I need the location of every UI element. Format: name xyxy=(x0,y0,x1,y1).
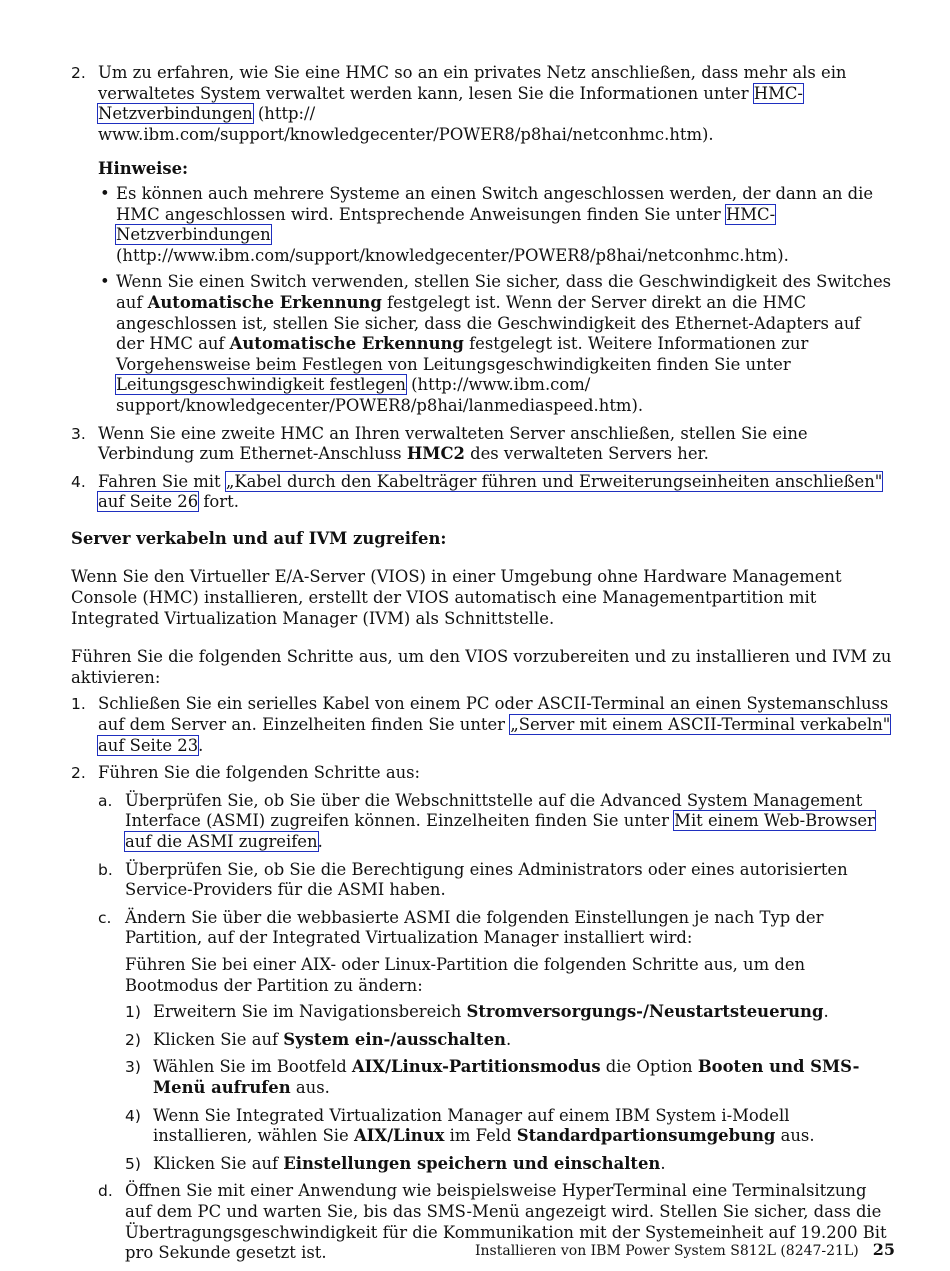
bullet-text: festgelegt ist. Weitere Informationen zur Vorgehensweise beim Festlegen von Leitungsgeschwindigkeiten finden Sie unter xyxy=(116,334,809,374)
c-step-text: . xyxy=(660,1153,666,1173)
step-text: . xyxy=(198,735,204,755)
c-step-text: Klicken Sie auf xyxy=(153,1153,284,1173)
c-step-4 xyxy=(125,1106,893,1147)
step-number: 4. xyxy=(71,472,86,491)
bold-term: Stromversorgungs-/Neustartsteuerung xyxy=(466,1002,824,1022)
hinweis-bullet-1 xyxy=(98,184,893,266)
substep-text: Ändern Sie über die webbasierte ASMI die folgenden Einstellungen je nach Typ der Partition, auf der Integrated Virtualization Manager installiert wird: xyxy=(125,907,824,948)
bold-term: System ein-/ausschalten xyxy=(283,1029,506,1049)
c-step-text: . xyxy=(823,1002,829,1022)
bold-term: Automatische Erkennung xyxy=(229,334,464,354)
substep-text: Überprüfen Sie, ob Sie die Berechtigung eines Administrators oder eines autorisierten Service-Providers für die ASMI haben. xyxy=(125,859,848,900)
step-number: 2. xyxy=(71,764,86,783)
hinweis-bullet-2 xyxy=(98,272,893,416)
kabel-kabeltraeger-link[interactable]: „Kabel durch den Kabelträger führen und Erweiterungseinheiten anschließen" auf Seite 26 xyxy=(98,471,883,512)
c-step-text: . xyxy=(505,1029,512,1049)
c-step-1 xyxy=(125,1002,893,1023)
substep-a xyxy=(98,791,893,853)
step-text: Wenn Sie eine zweite HMC an Ihren verwalteten Server anschließen, stellen Sie eine Verbindung zum Ethernet-Anschluss xyxy=(98,423,808,464)
step-4-top xyxy=(71,472,893,513)
ascii-terminal-link[interactable]: „Server mit einem ASCII-Terminal verkabeln" auf Seite 23 xyxy=(98,715,891,755)
bullet-text-post: (http://www.ibm.com/support/knowledgecenter/POWER8/p8hai/netconhmc.htm). xyxy=(116,245,789,265)
bullet-text: Es können auch mehrere Systeme an einen Switch angeschlossen werden, der dann an die HMC angeschlossen wird. Entsprechende Anweisungen finden Sie unter xyxy=(116,183,874,224)
page-footer xyxy=(475,1240,895,1262)
step-text: Um zu erfahren, wie Sie eine HMC so an ein privates Netz anschließen, dass mehr als ein verwaltetes System verwaltet werden kann, lesen Sie die Informationen unter xyxy=(98,63,847,103)
substep-text: Öffnen Sie mit einer Anwendung wie beispielsweise HyperTerminal eine Terminalsitzung auf dem PC und warten Sie, bis das SMS-Menü angezeigt wird. Stellen Sie sicher, dass die Übertragungsgeschwindigkeit für die Kommunikation mit der Systemeinheit auf 19.200 Bit pro Sekunde gesetzt ist. xyxy=(125,1181,887,1263)
ivm-step-2 xyxy=(71,763,893,1263)
asmi-web-browser-link[interactable]: Mit einem Web-Browser auf die ASMI zugreifen xyxy=(125,811,875,851)
c-step-text: die Option xyxy=(600,1057,698,1077)
document-body xyxy=(71,63,893,1271)
step-text: des verwalteten Servers her. xyxy=(464,444,709,464)
steps-intro-paragraph: Führen Sie die folgenden Schritte aus, um den VIOS vorzubereiten und zu installieren und IVM zu aktivieren: xyxy=(71,647,892,687)
step-text: Fahren Sie mit xyxy=(98,471,226,491)
hinweise-heading: Hinweise: xyxy=(98,159,189,179)
bold-term: AIX/Linux-Partitionsmodus xyxy=(351,1057,601,1077)
substep-text: Überprüfen Sie, ob Sie über die Webschnittstelle auf die Advanced System Management Interface (ASMI) zugreifen können. Einzelheiten finden Sie unter xyxy=(125,790,863,831)
c-step-number: 2) xyxy=(125,1030,141,1049)
step-text: Führen Sie die folgenden Schritte aus: xyxy=(98,763,421,783)
step-number: 2. xyxy=(71,64,86,82)
footer-title: Installieren von IBM Power System S812L (8247-21L) xyxy=(474,1243,859,1259)
bullet-text: festgelegt ist. Wenn der Server direkt an die HMC angeschlossen ist, stellen Sie sicher, dass die Geschwindigkeit des Ethernet-Adapters auf der HMC auf xyxy=(116,292,861,354)
bullet-icon: • xyxy=(100,272,110,292)
c-step-text: Wählen Sie im Bootfeld xyxy=(153,1057,352,1077)
bold-term: Standardpartionsumgebung xyxy=(516,1126,776,1146)
section-title: Server verkabeln und auf IVM zugreifen: xyxy=(71,528,447,548)
substep-letter: d. xyxy=(98,1182,113,1201)
hmc-netzverbindungen-link[interactable]: HMC-Netzverbindungen xyxy=(98,83,803,124)
bold-term: Booten und SMS-Menü aufrufen xyxy=(153,1057,860,1097)
ivm-step-1 xyxy=(71,694,893,756)
c-step-text: aus. xyxy=(290,1077,330,1097)
c-step-text: Klicken Sie auf xyxy=(153,1029,284,1049)
step-text: fort. xyxy=(198,492,239,512)
step-2-top xyxy=(71,63,893,417)
substep-letter: c. xyxy=(98,908,112,927)
bold-term: Automatische Erkennung xyxy=(147,292,382,312)
step-text: Schließen Sie ein serielles Kabel von einem PC oder ASCII-Terminal an einen Systemanschluss auf dem Server an. Einzelheiten finden Sie unter xyxy=(98,694,889,735)
bold-term: Einstellungen speichern und einschalten xyxy=(283,1153,661,1173)
bold-term: AIX/Linux xyxy=(353,1126,445,1146)
substep-c xyxy=(98,908,893,1175)
c-step-text: Wenn Sie Integrated Virtualization Manager auf einem IBM System i-Modell installieren, wählen Sie xyxy=(153,1105,790,1146)
substep-letter: a. xyxy=(98,791,113,810)
substep-text-2: Führen Sie bei einer AIX- oder Linux-Partition die folgenden Schritte aus, um den Bootmodus der Partition zu ändern: xyxy=(125,954,806,995)
step-number: 1. xyxy=(71,695,86,714)
bullet-text: (http://www.ibm.com/ support/knowledgecenter/POWER8/p8hai/lanmediaspeed.htm). xyxy=(116,375,644,415)
c-step-5 xyxy=(125,1154,893,1175)
c-step-2 xyxy=(125,1030,893,1051)
c-step-text: im Feld xyxy=(444,1126,517,1146)
step-number: 3. xyxy=(71,424,86,443)
hmc-netzverbindungen-link-2[interactable]: HMC-Netzverbindungen xyxy=(116,204,776,245)
c-step-number: 1) xyxy=(125,1003,141,1022)
bold-term: HMC2 xyxy=(406,444,465,464)
substep-letter: b. xyxy=(98,860,113,879)
c-step-number: 3) xyxy=(125,1058,141,1077)
leitungsgeschwindigkeit-link[interactable]: Leitungsgeschwindigkeit festlegen xyxy=(116,375,406,395)
bullet-text: Wenn Sie einen Switch verwenden, stellen Sie sicher, dass die Geschwindigkeit des Switches auf xyxy=(116,272,892,312)
step-3-top xyxy=(71,424,893,465)
c-step-number: 5) xyxy=(125,1154,141,1173)
c-step-number: 4) xyxy=(125,1106,141,1125)
c-step-text: aus. xyxy=(775,1126,815,1146)
page-number: 25 xyxy=(872,1240,895,1259)
c-step-3 xyxy=(125,1057,893,1098)
bullet-icon: • xyxy=(100,183,110,203)
intro-paragraph: Wenn Sie den Virtueller E/A-Server (VIOS) in einer Umgebung ohne Hardware Management Console (HMC) installieren, erstellt der VIOS automatisch eine Managementpartition mit Integrated Virtualization Manager (IVM) als Schnittstelle. xyxy=(71,567,842,628)
c-step-text: Erweitern Sie im Navigationsbereich xyxy=(153,1002,467,1022)
step-text-post: (http:// www.ibm.com/support/knowledgecenter/POWER8/p8hai/netconhmc.htm). xyxy=(98,104,714,144)
substep-b xyxy=(98,860,893,901)
substep-text: . xyxy=(317,832,323,851)
